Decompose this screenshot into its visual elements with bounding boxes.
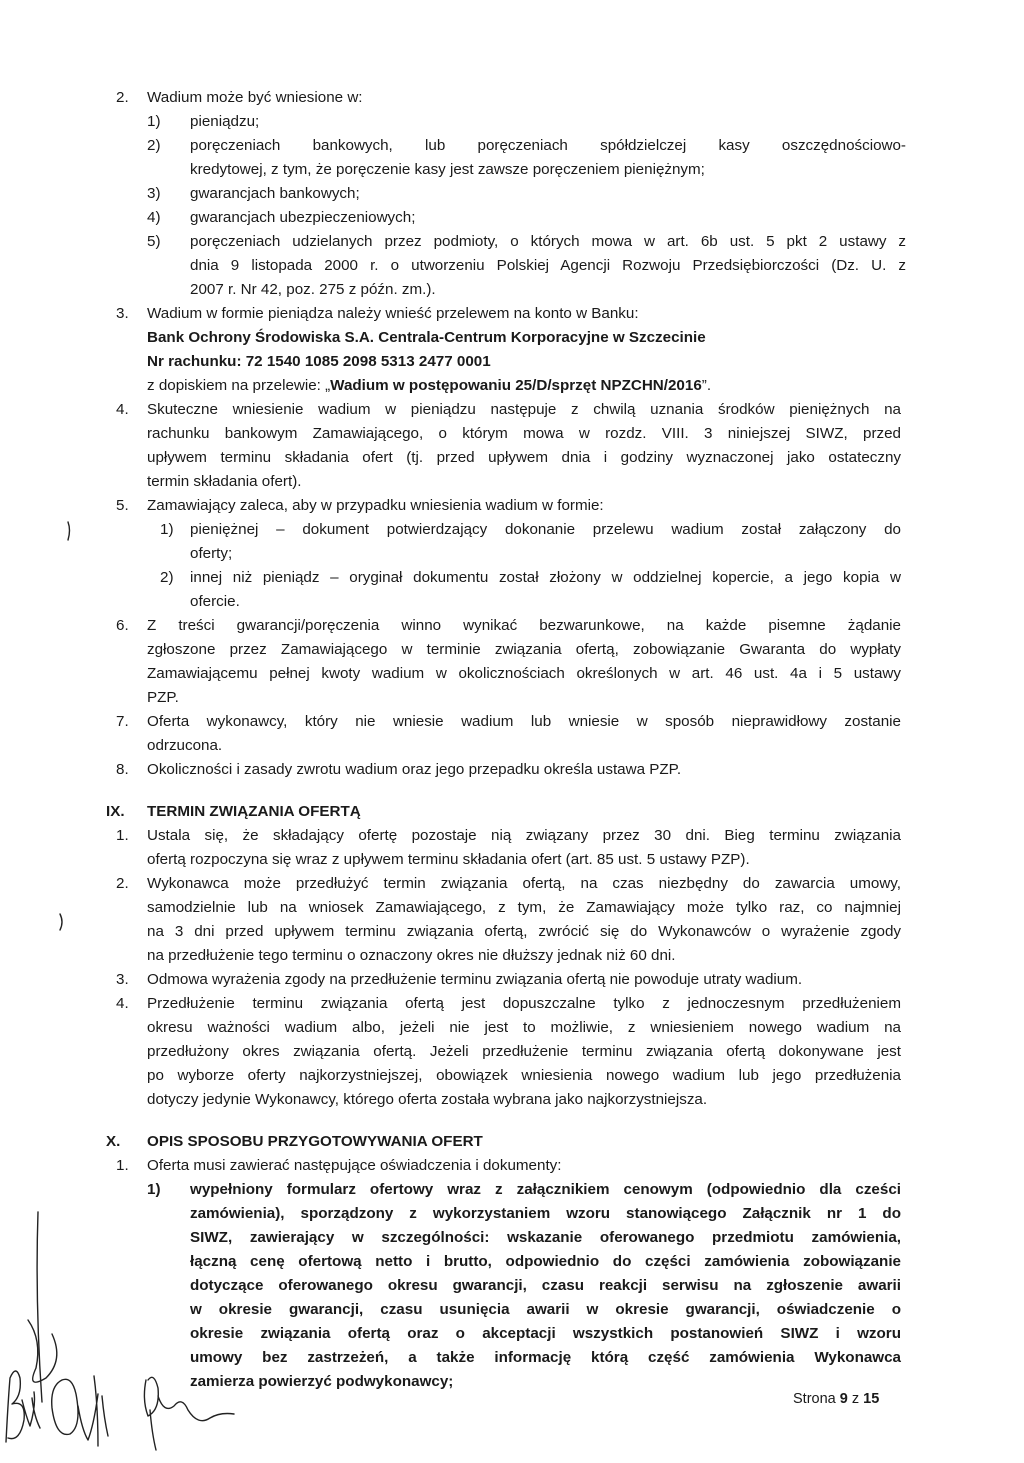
paragraph-line: po wyborze oferty najkorzystniejszej, obowiązek wniesienia nowego wadium lub jego przedłużenia: [147, 1067, 901, 1084]
list-number: 1): [160, 521, 174, 538]
chapter-number: IX.: [106, 803, 125, 820]
footer-of: z: [851, 1391, 860, 1407]
list-item-text: gwarancjach bankowych;: [190, 185, 360, 202]
signature-1: [6, 1371, 40, 1442]
list-item-text: dnia 9 listopada 2000 r. o utworzeniu Polskiej Agencji Rozwoju Przedsiębiorczości (Dz. U. z: [190, 257, 906, 274]
list-number: 1): [147, 1181, 161, 1198]
list-number: 8.: [116, 761, 129, 778]
margin-tick: [60, 914, 62, 930]
footer-label: Strona: [793, 1391, 836, 1407]
paragraph-line: zgłoszone przez Zamawiającego w terminie związania ofertą, zobowiązanie Gwaranta do wypłaty: [147, 641, 901, 658]
account-number: Nr rachunku: 72 1540 1085 2098 5313 2477 0001: [147, 353, 491, 370]
note-title: Wadium w postępowaniu 25/D/sprzęt NPZCHN/2016: [330, 377, 702, 394]
list-item-text: poręczeniach udzielanych przez podmioty, o których mowa w art. 6b ust. 5 pkt 2 ustawy z: [190, 233, 906, 250]
list-number: 1.: [116, 827, 129, 844]
footer-total-pages: 15: [863, 1391, 880, 1407]
paragraph-line: przedłużony okres związania ofertą. Jeżeli przedłużenie terminu związania ofertą dokonywane jest: [147, 1043, 901, 1060]
bold-line: wypełniony formularz ofertowy wraz z załącznikiem cenowym (odpowiednio dla cześci: [190, 1181, 901, 1198]
list-item-text: innej niż pieniądz – oryginał dokumentu został złożony w oddzielnej kopercie, a jego kopia w: [190, 569, 901, 586]
list-item-text: 2007 r. Nr 42, poz. 275 z późn. zm.).: [190, 281, 436, 298]
margin-tick: [68, 522, 70, 540]
bold-line: zamówienia), sporządzony z wykorzystaniem wzoru stanowiącego Załącznik nr 1 do: [190, 1205, 901, 1222]
paragraph-line: Ustala się, że składający ofertę pozostaje nią związany przez 30 dni. Bieg terminu związania: [147, 827, 901, 844]
footer-page-number: 9: [839, 1391, 848, 1407]
paragraph-line: Wadium w formie pieniądza należy wnieść przelewem na konto w Banku:: [147, 305, 639, 322]
list-number: 3.: [116, 305, 129, 322]
bank-name: Bank Ochrony Środowiska S.A. Centrala-Centrum Korporacyjne w Szczecinie: [147, 329, 706, 346]
signature-2: [52, 1376, 108, 1446]
paragraph-line: na 3 dni przed upływem terminu związania ofertą, zwrócić się do Wykonawców o wyrażenie zgody: [147, 923, 901, 940]
list-item-text: pieniądzu;: [190, 113, 260, 130]
list-number: 6.: [116, 617, 129, 634]
list-number: 4.: [116, 401, 129, 418]
list-number: 5.: [116, 497, 129, 514]
margin-stroke: [37, 1212, 42, 1402]
bold-line: okresie związania ofertą oraz o akceptacji wszystkich postanowień SIWZ i wzoru: [190, 1325, 901, 1342]
bold-line: umowy bez zastrzeżeń, a także informację którą część zamówienia Wykonawca: [190, 1349, 901, 1366]
list-number: 7.: [116, 713, 129, 730]
list-number: 1.: [116, 1157, 129, 1174]
bold-line: łączną cenę ofertową netto i brutto, odpowiednio do części zamówienia zobowiązanie: [190, 1253, 901, 1270]
list-item-text: ofercie.: [190, 593, 240, 610]
paragraph-line: Oferta wykonawcy, który nie wniesie wadium lub wniesie w sposób nieprawidłowy zostanie: [147, 713, 901, 730]
bold-line: zamierza powierzyć podwykonawcy;: [190, 1373, 454, 1390]
list-number: 4.: [116, 995, 129, 1012]
paragraph-line: na przedłużenie tego terminu o oznaczony okres nie dłuższy jednak niż 60 dni.: [147, 947, 676, 964]
initials-mark: [28, 1320, 57, 1382]
section-intro: Oferta musi zawierać następujące oświadczenia i dokumenty:: [147, 1157, 562, 1174]
paragraph-line: rachunku bankowym Zamawiającego, o którym mowa w rozdz. VIII. 3 niniejszej SIWZ, przed: [147, 425, 901, 442]
paragraph-line: Odmowa wyrażenia zgody na przedłużenie terminu związania ofertą nie powoduje utraty wadium.: [147, 971, 803, 988]
paragraph-line: PZP.: [147, 689, 179, 706]
list-item-text: poręczeniach bankowych, lub poręczeniach spółdzielczej kasy oszczędnościowo-: [190, 137, 906, 154]
section-intro: Zamawiający zaleca, aby w przypadku wniesienia wadium w formie:: [147, 497, 604, 514]
paragraph-line: ofertą rozpoczyna się wraz z upływem terminu składania ofert (art. 85 ust. 5 ustawy PZP).: [147, 851, 750, 868]
transfer-note: [147, 374, 711, 398]
chapter-number: X.: [106, 1133, 121, 1150]
bold-line: SIWZ, zawierający w szczególności: wskazanie oferowanego przedmiotu zamówienia,: [190, 1229, 901, 1246]
list-number: 3.: [116, 971, 129, 988]
paragraph-line: Zamawiającemu pełnej kwoty wadium w okolicznościach określonych w art. 46 ust. 4a i 5 ustawy: [147, 665, 901, 682]
list-number: 4): [147, 209, 161, 226]
list-number: 2.: [116, 89, 129, 106]
paragraph-line: termin składania ofert).: [147, 473, 302, 490]
chapter-title: TERMIN ZWIĄZANIA OFERTĄ: [147, 803, 361, 820]
paragraph-line: odrzucona.: [147, 737, 223, 754]
paragraph-line: Okoliczności i zasady zwrotu wadium oraz jego przepadku określa ustawa PZP.: [147, 761, 682, 778]
paragraph-line: Skuteczne wniesienie wadium w pieniądzu następuje z chwilą uznania środków pieniężnych na: [147, 401, 901, 418]
note-suffix: ”.: [701, 377, 712, 394]
list-item-text: oferty;: [190, 545, 233, 562]
chapter-title: OPIS SPOSOBU PRZYGOTOWYWANIA OFERT: [147, 1133, 483, 1150]
list-number: 1): [147, 113, 161, 130]
list-number: 2): [160, 569, 174, 586]
bold-line: w okresie gwarancji, czasu usunięcia awarii w okresie gwarancji, oświadczenie o: [190, 1301, 901, 1318]
paragraph-line: upływem terminu składania ofert (tj. przed upływem dnia i godziny wyznaczonej jako ostateczny: [147, 449, 901, 466]
paragraph-line: okresu ważności wadium albo, jeżeli nie jest to możliwie, z wniesieniem nowego wadium na: [147, 1019, 901, 1036]
page-footer: [793, 1388, 879, 1412]
paragraph-line: dotyczy jedynie Wykonawcy, którego oferta została wybrana jako najkorzystniejsza.: [147, 1091, 708, 1108]
section-intro: Wadium może być wniesione w:: [147, 89, 363, 106]
paragraph-line: Z treści gwarancji/poręczenia winno wynikać bezwarunkowe, na każde pisemne żądanie: [147, 617, 901, 634]
list-item-text: kredytowej, z tym, że poręczenie kasy jest zawsze poręczeniem pieniężnym;: [190, 161, 705, 178]
list-number: 2.: [116, 875, 129, 892]
paragraph-line: Wykonawca może przedłużyć termin związania ofertą, na czas niezbędny do zawarcia umowy,: [147, 875, 901, 892]
list-number: 5): [147, 233, 161, 250]
list-number: 3): [147, 185, 161, 202]
list-number: 2): [147, 137, 161, 154]
list-item-text: gwarancjach ubezpieczeniowych;: [190, 209, 416, 226]
bold-line: dotyczące oferowanego okresu gwarancji, czasu reakcji serwisu na zgłoszenie awarii: [190, 1277, 901, 1294]
note-prefix: z dopiskiem na przelewie: „: [147, 377, 331, 394]
paragraph-line: Przedłużenie terminu związania ofertą jest dopuszczalne tylko z jednoczesnym przedłużeniem: [147, 995, 901, 1012]
list-item-text: pieniężnej – dokument potwierdzający dokonanie przelewu wadium został załączony do: [190, 521, 901, 538]
paragraph-line: samodzielnie lub na wniosek Zamawiającego, z tym, że Zamawiający może tylko raz, co najmniej: [147, 899, 901, 916]
